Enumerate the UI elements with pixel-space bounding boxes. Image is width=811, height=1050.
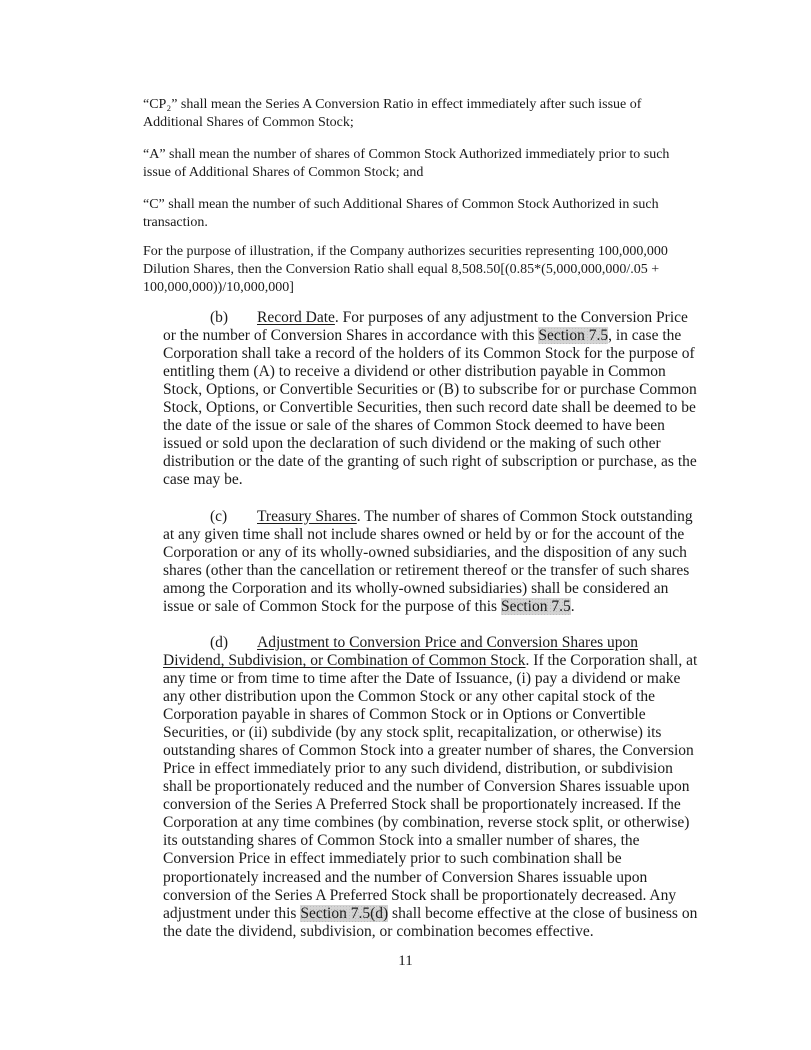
- section-heading: Adjustment to Conversion Price and Conversion Shares upon: [257, 633, 638, 651]
- text-line: [163, 796, 697, 814]
- text-line: [163, 580, 693, 598]
- text-run: “A” shall mean the number of shares of Common Stock Authorized immediately prior to such: [143, 147, 670, 162]
- text-line: [163, 652, 697, 670]
- section-reference-link[interactable]: Section 7.5(d): [300, 904, 389, 922]
- text-line: [163, 724, 697, 742]
- text-run: 100,000,000))/10,000,000]: [143, 280, 294, 295]
- text-line: [163, 778, 697, 796]
- a-definition: [143, 146, 669, 182]
- text-line: [143, 114, 641, 132]
- text-line: [143, 214, 659, 232]
- text-run: issue of Additional Shares of Common Stock; and: [143, 165, 424, 180]
- text-run: transaction.: [143, 215, 208, 230]
- section-label: (d): [210, 633, 229, 651]
- cp2-definition: [143, 96, 641, 132]
- text-run: at any given time shall not include shares owned or held by or for the account of the: [163, 525, 685, 543]
- text-run: entitling them (A) to receive a dividend or other distribution payable in Common: [163, 363, 666, 381]
- text-run: . The number of shares of Common Stock outstanding: [356, 507, 693, 525]
- text-line: [143, 261, 668, 279]
- text-run: .: [570, 597, 575, 615]
- text-line: [163, 814, 697, 832]
- section-c-treasury-shares: [163, 508, 693, 616]
- text-line: [163, 562, 693, 580]
- text-run: case may be.: [163, 471, 243, 489]
- text-line: [163, 670, 697, 688]
- text-run: conversion of the Series A Preferred Stock shall be proportionately increased. If the: [163, 796, 681, 814]
- section-label: (c): [210, 507, 228, 525]
- text-run: Dilution Shares, then the Conversion Ratio shall equal 8,508.50[(0.85*(5,000,000,000/.05 +: [143, 262, 660, 277]
- text-run: shall become effective at the close of business on: [388, 904, 698, 922]
- text-line: [143, 96, 641, 114]
- text-line: [163, 706, 697, 724]
- text-line: [163, 634, 697, 652]
- text-line: [163, 381, 697, 399]
- text-line: [163, 544, 693, 562]
- text-run: . For purposes of any adjustment to the Conversion Price: [334, 309, 688, 326]
- text-line: [163, 760, 697, 778]
- illustration: [143, 243, 668, 297]
- text-line: [163, 832, 697, 850]
- text-run: among the Corporation and its wholly-owned subsidiaries) shall be considered an: [163, 579, 669, 597]
- text-run: issued or sold upon the declaration of such dividend or the making of such other: [163, 435, 661, 453]
- text-line: [163, 417, 697, 435]
- text-line: [163, 435, 697, 453]
- text-run: “C” shall mean the number of such Additional Shares of Common Stock Authorized in such: [143, 197, 659, 212]
- text-line: [163, 742, 697, 760]
- text-line: [163, 327, 697, 345]
- text-run: its outstanding shares of Common Stock into a smaller number of shares, the: [163, 832, 640, 850]
- text-run: Corporation at any time combines (by combination, reverse stock split, or otherwise): [163, 814, 690, 832]
- text-run: any other distribution upon the Common Stock or any other capital stock of the: [163, 688, 656, 706]
- text-run: Additional Shares of Common Stock;: [143, 115, 354, 130]
- text-line: [163, 923, 697, 941]
- text-line: [143, 279, 668, 297]
- c-definition: [143, 196, 659, 232]
- section-reference-link[interactable]: Section 7.5: [500, 597, 571, 615]
- text-line: [163, 345, 697, 363]
- text-line: [163, 363, 697, 381]
- text-line: [163, 598, 693, 616]
- section-b-record-date: [163, 309, 697, 489]
- text-run: any time or from time to time after the Date of Issuance, (i) pay a dividend or make: [163, 669, 681, 687]
- text-run: proportionately increased and the number of Conversion Shares issuable upon: [163, 868, 648, 886]
- text-run: outstanding shares of Common Stock into a greater number of shares, the Conversion: [163, 742, 694, 760]
- text-run: For the purpose of illustration, if the Company authorizes securities representing 100,000,000: [143, 244, 668, 259]
- text-run: conversion of the Series A Preferred Stock shall be proportionately decreased. Any: [163, 886, 677, 904]
- text-run: the date of the issue or sale of the shares of Common Stock deemed to have been: [163, 417, 665, 435]
- text-line: [163, 869, 697, 887]
- text-line: [163, 526, 693, 544]
- text-line: [163, 453, 697, 471]
- text-run: Stock, Options, or Convertible Securities, then such record date shall be deemed to be: [163, 399, 696, 417]
- text-line: [163, 309, 697, 327]
- text-line: [163, 905, 697, 923]
- page-number: 11: [398, 953, 413, 969]
- text-line: [143, 146, 669, 164]
- text-line: [163, 471, 697, 489]
- text-run: adjustment under this: [163, 904, 301, 922]
- section-d-adjustment: [163, 634, 697, 941]
- text-run: distribution or the date of the granting of such right of subscription or purchase, as the: [163, 453, 697, 471]
- text-run: , in case the: [608, 327, 682, 345]
- text-run: or the number of Conversion Shares in accordance with this: [163, 327, 539, 345]
- text-line: [143, 243, 668, 261]
- section-label: (b): [210, 309, 229, 326]
- text-run: the date the dividend, subdivision, or combination becomes effective.: [163, 922, 594, 940]
- text-run: Corporation shall take a record of the holders of its Common Stock for the purpose of: [163, 345, 695, 363]
- section-heading: Record Date: [257, 309, 335, 326]
- text-run: Stock, Options, or Convertible Securities or (B) to subscribe for or purchase Common: [163, 381, 697, 399]
- text-run: “CP₂” shall mean the Series A Conversion Ratio in effect immediately after such issue of: [143, 97, 642, 112]
- text-run: Price in effect immediately prior to any such dividend, distribution, or subdivision: [163, 760, 673, 778]
- text-run: Securities, or (ii) subdivide (by any stock split, recapitalization, or otherwise) its: [163, 724, 662, 742]
- text-line: [163, 508, 693, 526]
- section-heading: Treasury Shares: [257, 507, 357, 525]
- text-run: issue or sale of Common Stock for the purpose of this: [163, 597, 501, 615]
- text-line: [143, 196, 659, 214]
- section-reference-link[interactable]: Section 7.5: [538, 327, 609, 345]
- text-run: shall be proportionately reduced and the number of Conversion Shares issuable upon: [163, 778, 690, 796]
- text-line: [163, 887, 697, 905]
- text-run: Conversion Price in effect immediately prior to such combination shall be: [163, 850, 622, 868]
- text-run: Corporation payable in shares of Common Stock or in Options or Convertible: [163, 706, 646, 724]
- section-heading: Dividend, Subdivision, or Combination of Common Stock: [163, 651, 526, 669]
- text-line: [163, 399, 697, 417]
- text-line: [143, 164, 669, 182]
- text-run: shares (other than the cancellation or retirement thereof or the transfer of such shares: [163, 561, 690, 579]
- text-run: . If the Corporation shall, at: [525, 651, 698, 669]
- text-line: [163, 688, 697, 706]
- text-run: Corporation or any of its wholly-owned subsidiaries, and the disposition of any such: [163, 543, 687, 561]
- text-line: [163, 850, 697, 868]
